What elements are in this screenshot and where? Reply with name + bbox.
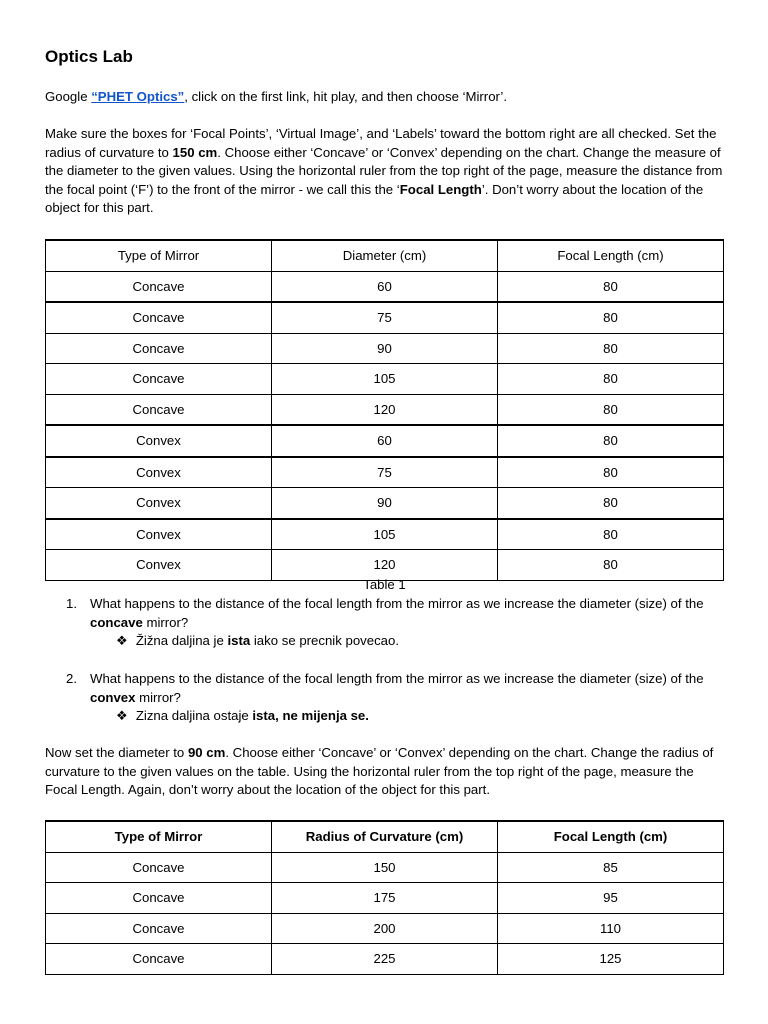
- answer-text-post: iako se precnik povecao.: [250, 633, 400, 648]
- diameter-table: [45, 239, 724, 581]
- table-cell: 80: [498, 271, 724, 302]
- question-text-post: mirror?: [142, 614, 189, 630]
- table-row: [46, 394, 724, 425]
- instructions1-text-3: ’. Don’t worry about the location of the object for this part.: [45, 181, 704, 215]
- table-row: [46, 550, 724, 581]
- table-cell: 80: [498, 302, 724, 333]
- table-row: [46, 944, 724, 975]
- table-cell: 60: [272, 271, 498, 302]
- answer-2: [116, 707, 369, 726]
- table-row: [46, 488, 724, 519]
- table-cell: 80: [498, 364, 724, 395]
- table-cell: 80: [498, 333, 724, 364]
- question-number: 1.: [66, 596, 77, 611]
- instructions-paragraph-2: [45, 744, 724, 800]
- instructions2-bold-diameter: 90 cm: [187, 745, 226, 760]
- table-cell: 120: [272, 394, 498, 425]
- instructions1-bold-focal-length: Focal Length: [399, 181, 482, 197]
- answer-text: Zizna daljina ostaje: [135, 708, 253, 723]
- table-cell: 90: [272, 333, 498, 364]
- table-cell: 85: [498, 852, 724, 883]
- table-cell: Concave: [46, 271, 272, 302]
- table-cell: Convex: [46, 488, 272, 519]
- column-header-diameter: Diameter (cm): [272, 240, 498, 271]
- table-cell: Concave: [46, 944, 272, 975]
- table-cell: 125: [498, 944, 724, 975]
- instructions1-text-2: . Choose either ‘Concave’ or ‘Convex’ depending on the chart. Change the measure of the diameter to the given values. Using the horizontal ruler from the top right of the page, measure the distance from the focal point (‘F’) to the front of the mirror - we call this the ‘: [45, 144, 723, 197]
- table-cell: 75: [272, 457, 498, 488]
- question-bold-term: concave: [90, 614, 143, 630]
- table-cell: 200: [272, 913, 498, 944]
- table-header-row: [46, 821, 724, 852]
- column-header-type: Type of Mirror: [46, 821, 272, 852]
- table-cell: Convex: [46, 425, 272, 457]
- table-row: [46, 457, 724, 488]
- table-cell: 225: [272, 944, 498, 975]
- question-text-pre: What happens to the distance of the focal length from the mirror as we increase the diameter (size) of the: [90, 596, 704, 611]
- table-cell: 80: [498, 394, 724, 425]
- column-header-focal-length: Focal Length (cm): [498, 240, 724, 271]
- question-bold-term: convex: [90, 689, 136, 705]
- intro-prefix: Google: [45, 89, 92, 104]
- table-header-row: [46, 240, 724, 271]
- intro-suffix: , click on the first link, hit play, and then choose ‘Mirror’.: [184, 89, 508, 104]
- instructions-paragraph-1: [45, 125, 724, 218]
- table-cell: Concave: [46, 364, 272, 395]
- table-cell: Concave: [46, 883, 272, 914]
- table-row: [46, 302, 724, 333]
- table-cell: 60: [272, 425, 498, 457]
- table-cell: 95: [498, 883, 724, 914]
- table-cell: 80: [498, 457, 724, 488]
- table-row: [46, 333, 724, 364]
- table-cell: 175: [272, 883, 498, 914]
- table-cell: Convex: [46, 550, 272, 581]
- column-header-radius: Radius of Curvature (cm): [272, 821, 498, 852]
- intro-paragraph: [45, 88, 724, 107]
- table-cell: 105: [272, 364, 498, 395]
- question-number: 2.: [66, 671, 77, 686]
- question-text-post: mirror?: [135, 689, 181, 705]
- table-cell: 80: [498, 519, 724, 550]
- table-row: [46, 271, 724, 302]
- table-cell: Concave: [46, 913, 272, 944]
- table-caption: Table 1: [363, 577, 406, 592]
- table-row: [46, 425, 724, 457]
- instructions2-text-2: . Choose either ‘Concave’ or ‘Convex’ depending on the chart. Change the radius of curvature to the given values on the table. Using the horizontal ruler from the top right of the page, measure the Focal Length. Again, don’t worry about the location of the object for this part.: [45, 745, 714, 797]
- bullet-icon: ❖: [116, 708, 128, 723]
- table-cell: 75: [272, 302, 498, 333]
- table-cell: 80: [498, 488, 724, 519]
- answer-1: [116, 632, 399, 651]
- phet-optics-link[interactable]: “PHET Optics”: [91, 89, 185, 104]
- table-row: [46, 364, 724, 395]
- table-cell: 90: [272, 488, 498, 519]
- column-header-focal-length: Focal Length (cm): [498, 821, 724, 852]
- answer-text: Žižna daljina je: [135, 633, 228, 648]
- table-cell: 120: [272, 550, 498, 581]
- table-cell: 150: [272, 852, 498, 883]
- table-cell: Concave: [46, 852, 272, 883]
- radius-table: [45, 820, 724, 975]
- question-text-pre: What happens to the distance of the focal length from the mirror as we increase the diameter (size) of the: [90, 671, 704, 686]
- question-text: [90, 670, 724, 707]
- table-row: [46, 852, 724, 883]
- table-cell: Concave: [46, 302, 272, 333]
- answer-bold: ista: [227, 633, 251, 648]
- table-cell: Concave: [46, 394, 272, 425]
- table-cell: Convex: [46, 457, 272, 488]
- table-cell: 80: [498, 550, 724, 581]
- page-title: Optics Lab: [45, 47, 133, 66]
- instructions1-bold-radius: 150 cm: [172, 144, 218, 160]
- answer-bold: ista, ne mijenja se.: [252, 708, 369, 723]
- table-row: [46, 913, 724, 944]
- instructions1-text-1: Make sure the boxes for ‘Focal Points’, ‘Virtual Image’, and ‘Labels’ toward the bottom right are all checked. Set the radius of curvature to: [45, 126, 717, 160]
- table-row: [46, 883, 724, 914]
- table-row: [46, 519, 724, 550]
- column-header-type: Type of Mirror: [46, 240, 272, 271]
- table-cell: 80: [498, 425, 724, 457]
- bullet-icon: ❖: [116, 633, 128, 648]
- table-cell: 105: [272, 519, 498, 550]
- table-cell: Convex: [46, 519, 272, 550]
- question-text: [90, 595, 724, 632]
- table-cell: Concave: [46, 333, 272, 364]
- table-cell: 110: [498, 913, 724, 944]
- instructions2-text-1: Now set the diameter to: [45, 745, 188, 760]
